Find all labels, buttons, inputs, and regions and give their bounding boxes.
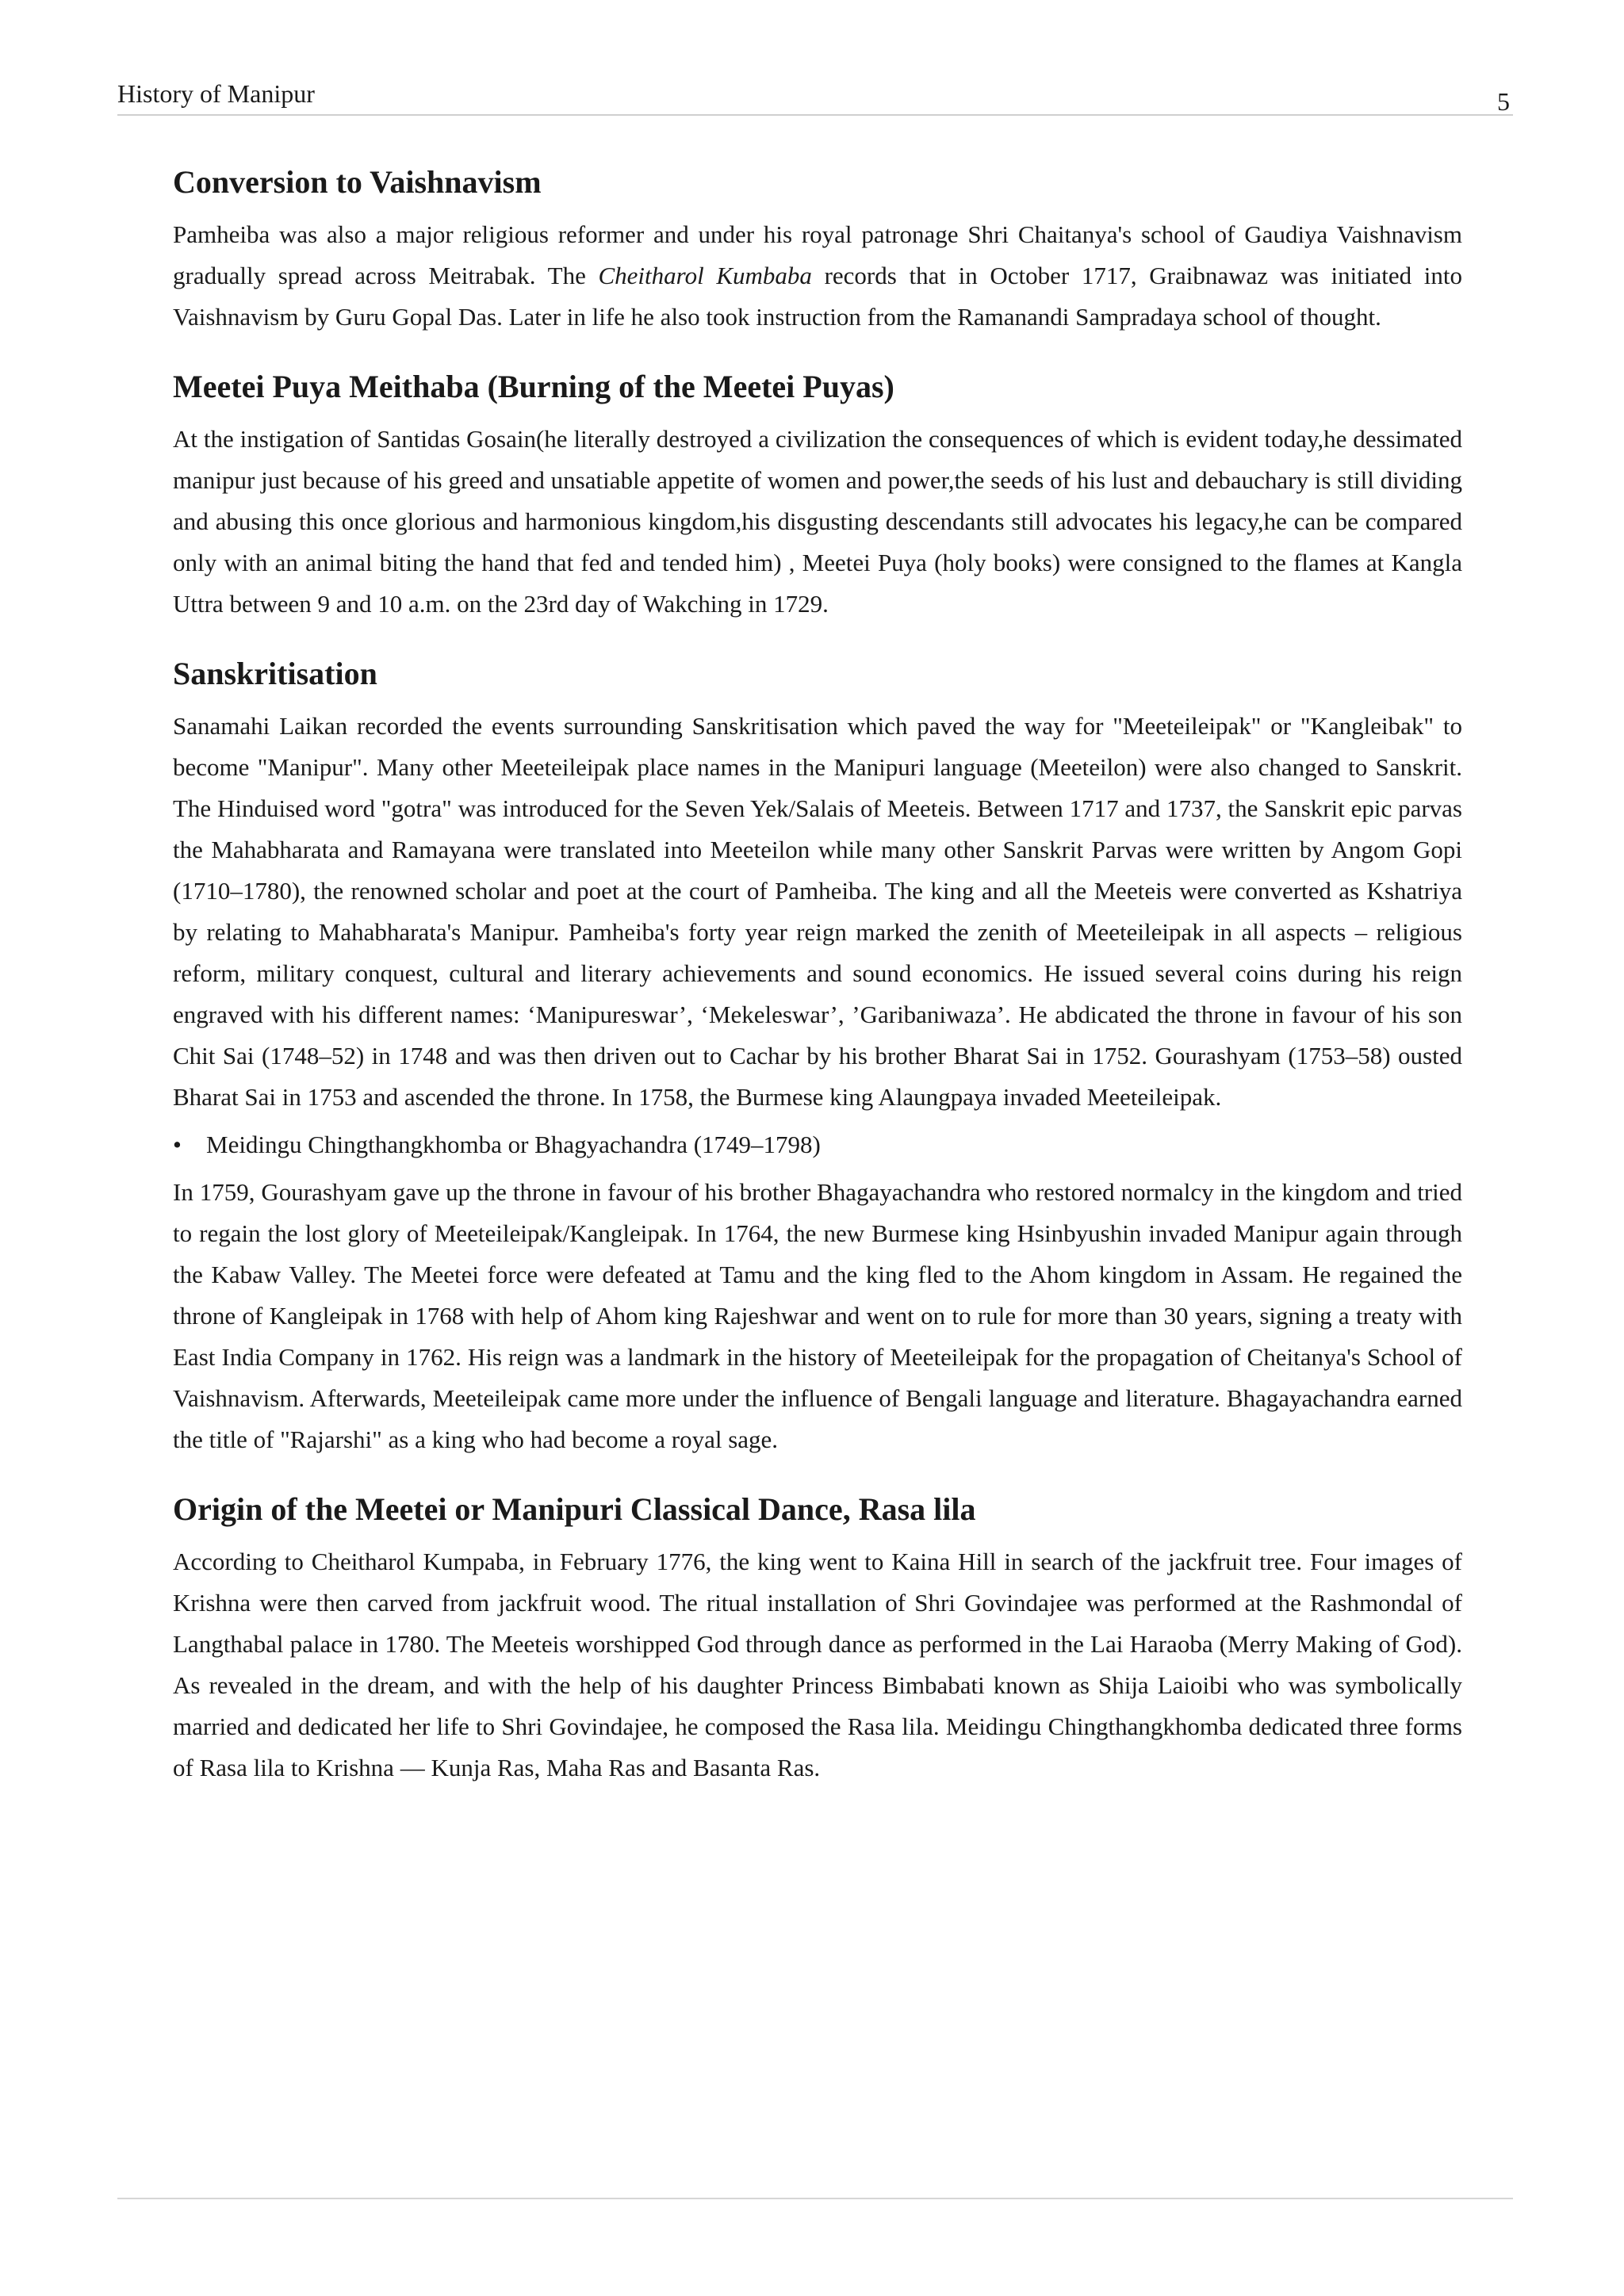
text-run: Pamheiba was also a major religious reformer and under his royal patronage Shri Chaitanya's school of Gaudiya Vaishnavism gradually spread across Meitrabak. The <box>173 220 1462 289</box>
paragraph: Sanamahi Laikan recorded the events surrounding Sanskritisation which paved the way for "Meeteileipak" or "Kangleibak" to become "Manipur". Many other Meeteileipak place names in the Manipuri language (Meeteilon) were also changed to Sanskrit. The Hinduised word "gotra" was introduced for the Seven Yek/Salais of Meeteis. Between 1717 and 1737, the Sanskrit epic parvas the Mahabharata and Ramayana were translated into Meeteilon while many other Sanskrit Parvas were written by Angom Gopi (1710–1780), the renowned scholar and poet at the court of Pamheiba. The king and all the Meeteis were converted as Kshatriya by relating to Mahabharata's Manipur. Pamheiba's forty year reign marked the zenith of Meeteileipak in all aspects – religious reform, military conquest, cultural and literary achievements and sound economics. He issued several coins during his reign engraved with his different names: ‘Manipureswar’, ‘Mekeleswar’, ’Garibaniwaza’. He abdicated the throne in favour of his son Chit Sai (1748–52) in 1748 and was then driven out to Cachar by his brother Bharat Sai in 1752. Gourashyam (1753–58) ousted Bharat Sai in 1753 and ascended the throne. In 1758, the Burmese king Alaungpaya invaded Meeteileipak. <box>173 712 1462 1111</box>
section-sanskritisation <box>173 653 1462 1460</box>
page-number: 5 <box>1497 87 1510 116</box>
text-run: records that in October 1717, Graibnawaz was initiated into Vaishnavism by Guru Gopal Das. Later in life he also took instruction from the Ramanandi Sampradaya school of thought. <box>173 262 1463 331</box>
section-heading: Conversion to Vaishnavism <box>173 164 542 200</box>
section-heading: Origin of the Meetei or Manipuri Classical Dance, Rasa lila <box>173 1491 976 1527</box>
bullet-list <box>173 1124 1462 1165</box>
list-item: • Meidingu Chingthangkhomba or Bhagyachandra (1749–1798) <box>173 1124 1462 1165</box>
section-heading: Meetei Puya Meithaba (Burning of the Meetei Puyas) <box>173 369 894 404</box>
page-header <box>117 76 1513 116</box>
paragraph <box>173 214 1462 338</box>
section-puya-meithaba <box>173 366 1462 625</box>
italic-title: Cheitharol Kumbaba <box>598 262 812 289</box>
running-title: History of Manipur <box>117 79 315 108</box>
section-heading: Sanskritisation <box>173 656 377 691</box>
paragraph: At the instigation of Santidas Gosain(he literally destroyed a civilization the consequences of which is evident today,he dessimated manipur just because of his greed and unsatiable appetite of women and power,the seeds of his lust and debauchary is still dividing and abusing this once glorious and harmonious kingdom,his disgusting descendants still advocates his legacy,he can be compared only with an animal biting the hand that fed and tended him) , Meetei Puya (holy books) were consigned to the flames at Kangla Uttra between 9 and 10 a.m. on the 23rd day of Wakching in 1729. <box>173 425 1462 618</box>
section-conversion <box>173 162 1462 338</box>
section-rasa-lila <box>173 1489 1462 1789</box>
article-body <box>173 162 1462 1817</box>
paragraph: In 1759, Gourashyam gave up the throne in favour of his brother Bhagayachandra who restored normalcy in the kingdom and tried to regain the lost glory of Meeteileipak/Kangleipak. In 1764, the new Burmese king Hsinbyushin invaded Manipur again through the Kabaw Valley. The Meetei force were defeated at Tamu and the king fled to the Ahom kingdom in Assam. He regained the throne of Kangleipak in 1768 with help of Ahom king Rajeshwar and went on to rule for more than 30 years, signing a treaty with East India Company in 1762. His reign was a landmark in the history of Meeteileipak for the propagation of Cheitanya's School of Vaishnavism. Afterwards, Meeteileipak came more under the influence of Bengali language and literature. Bhagayachandra earned the title of "Rajarshi" as a king who had become a royal sage. <box>173 1178 1462 1453</box>
footer-divider <box>117 2198 1513 2199</box>
paragraph: According to Cheitharol Kumpaba, in February 1776, the king went to Kaina Hill in search of the jackfruit tree. Four images of Krishna were then carved from jackfruit wood. The ritual installation of Shri Govindajee was performed at the Rashmondal of Langthabal palace in 1780. The Meeteis worshipped God through dance as performed in the Lai Haraoba (Merry Making of God). As revealed in the dream, and with the help of his daughter Princess Bimbabati known as Shija Laioibi who was symbolically married and dedicated her life to Shri Govindajee, he composed the Rasa lila. Meidingu Chingthangkhomba dedicated three forms of Rasa lila to Krishna — Kunja Ras, Maha Ras and Basanta Ras. <box>173 1548 1462 1781</box>
